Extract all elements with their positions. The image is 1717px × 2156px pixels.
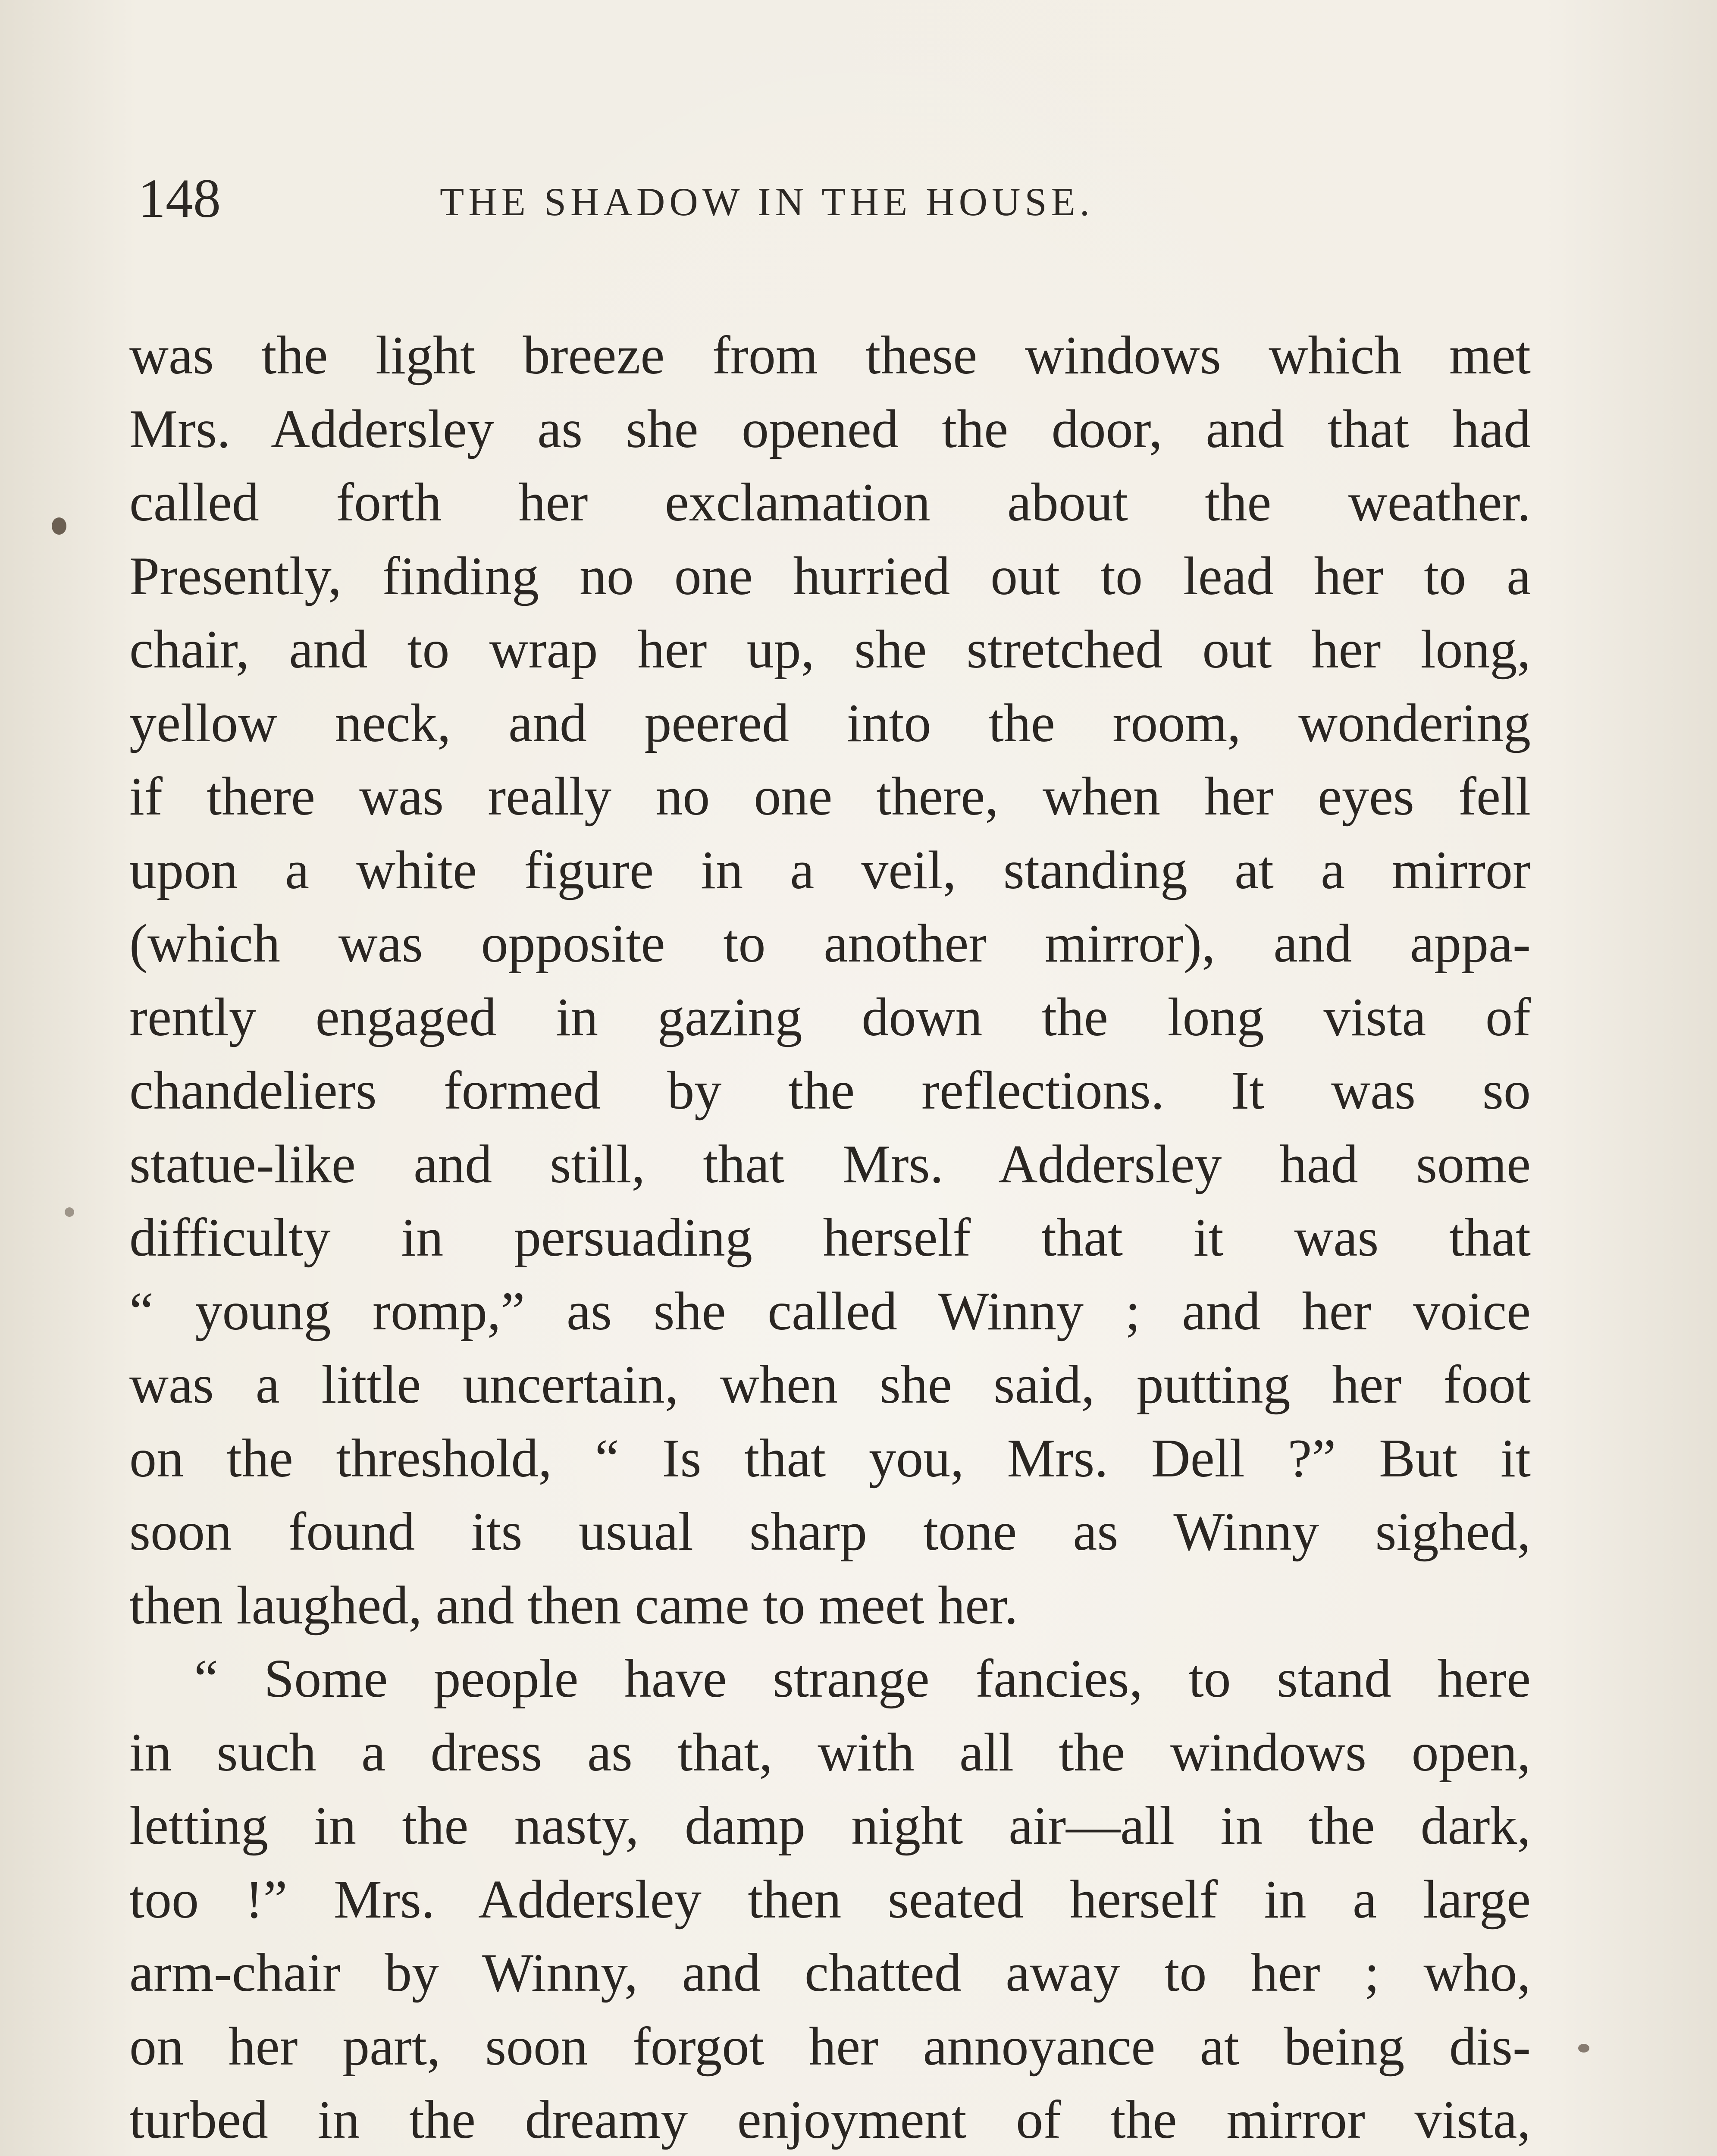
text-line: letting in the nasty, damp night air—all in the dark, <box>129 1796 1531 1856</box>
text-line: too !” Mrs. Addersley then seated herself in a large <box>129 1869 1531 1930</box>
text-line: was the light breeze from these windows which met <box>129 326 1531 385</box>
text-line: then laughed, and then came to meet her. <box>129 1575 1018 1636</box>
text-line: on the threshold, “ Is that you, Mrs. Dell ?” But it <box>129 1428 1531 1489</box>
text-line: on her part, soon forgot her annoyance at being dis- <box>129 2016 1531 2077</box>
text-line: difficulty in persuading herself that it was that <box>129 1208 1531 1268</box>
page-number: 148 <box>138 168 221 229</box>
text-line: (which was opposite to another mirror), and appa- <box>129 914 1531 974</box>
text-line: yellow neck, and peered into the room, wondering <box>129 693 1531 753</box>
text-line: “ young romp,” as she called Winny ; and her voice <box>129 1281 1531 1341</box>
text-line: chandeliers formed by the reflections. It was so <box>129 1061 1531 1121</box>
text-line: Mrs. Addersley as she opened the door, and that had <box>129 399 1531 459</box>
running-head <box>138 164 1518 233</box>
text-line: called forth her exclamation about the weather. <box>129 473 1531 533</box>
text-line: arm-chair by Winny, and chatted away to her ; who, <box>129 1943 1531 2003</box>
text-line: rently engaged in gazing down the long vista of <box>129 987 1531 1047</box>
text-line: was a little uncertain, when she said, putting her foot <box>129 1355 1531 1415</box>
running-title: THE SHADOW IN THE HOUSE. <box>440 180 1094 224</box>
text-line: upon a white figure in a veil, standing at a mirror <box>129 840 1531 900</box>
text-line: in such a dress as that, with all the windows open, <box>129 1722 1531 1783</box>
text-line: Presently, finding no one hurried out to lead her to a <box>129 546 1531 606</box>
text-line: if there was really no one there, when her eyes fell <box>129 767 1531 827</box>
ink-speck <box>1578 2044 1589 2053</box>
body-text <box>129 319 1531 2156</box>
text-line: chair, and to wrap her up, she stretched out her long, <box>129 620 1531 680</box>
text-line: statue-like and still, that Mrs. Addersley had some <box>129 1134 1531 1194</box>
ink-speck <box>52 517 66 535</box>
ink-speck <box>65 1207 74 1217</box>
text-line: “ Some people have strange fancies, to stand here <box>194 1649 1531 1709</box>
text-line: soon found its usual sharp tone as Winny sighed, <box>129 1502 1531 1562</box>
text-line: turbed in the dreamy enjoyment of the mirror vista, <box>129 2090 1531 2150</box>
